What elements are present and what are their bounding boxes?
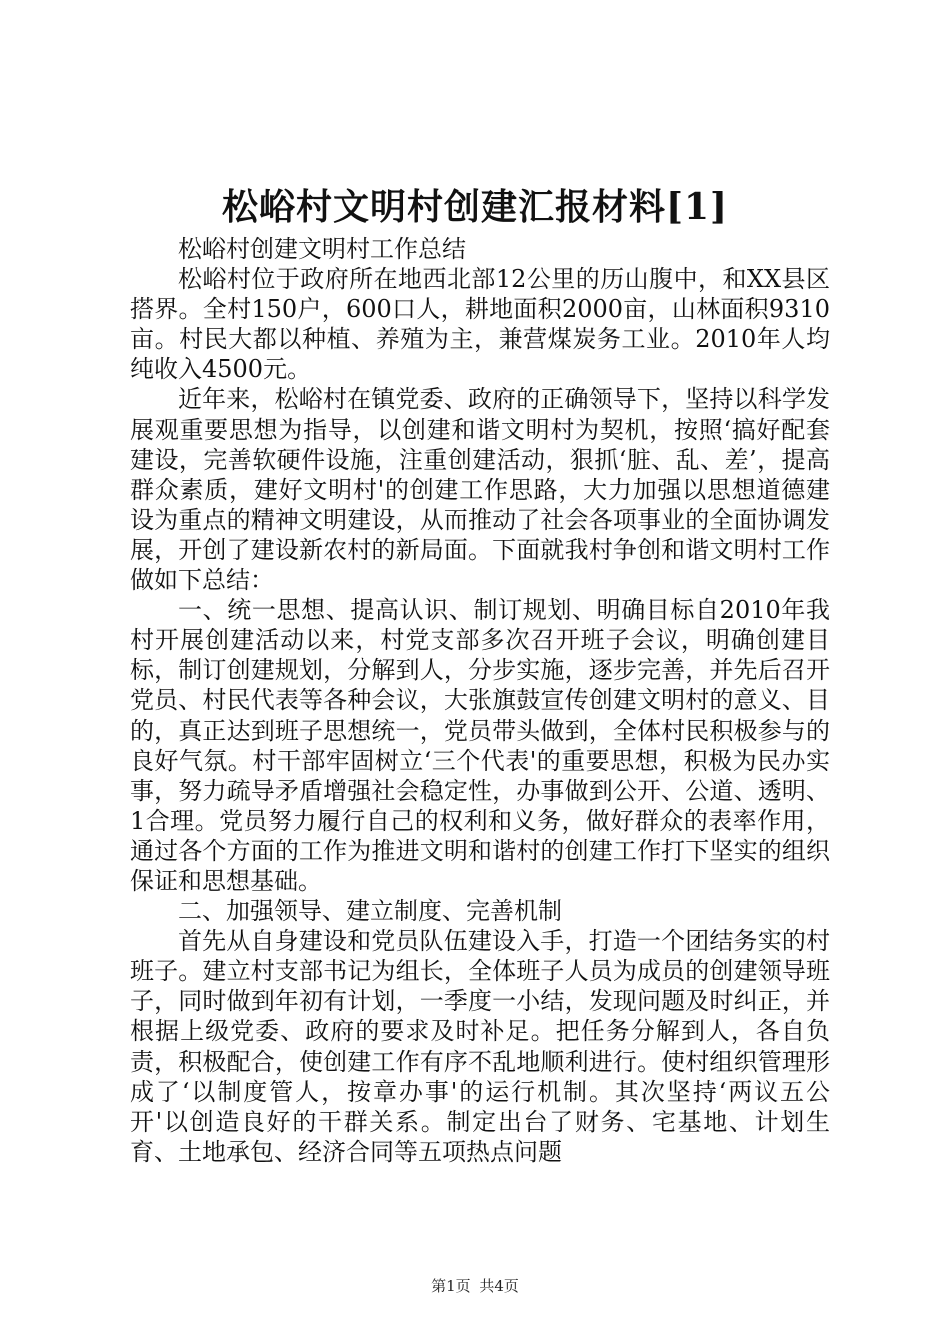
section-subtitle: 松峪村创建文明村工作总结: [178, 235, 466, 263]
document-body: [130, 234, 830, 1167]
page-number: 第1页: [431, 1277, 471, 1295]
paragraph-section-two: 首先从自身建设和党员队伍建设入手，打造一个团结务实的村班子。建立村支部书记为组长，全体班子人员为成员的创建领导班子，同时做到年初有计划，一季度一小结，发现问题及时纠正，并根据上级党委、政府的要求及时补足。把任务分解到人，各自负责，积极配合，使创建工作有序不乱地顺利进行。使村组织管理形成了‘以制度管人，按章办事'的运行机制。其次坚持‘两议五公开'以创造良好的干群关系。制定出台了财务、宅基地、计划生育、土地承包、经济合同等五项热点问题: [130, 927, 830, 1166]
section-heading-two: 二、加强领导、建立制度、完善机制: [178, 897, 562, 926]
page-footer: [0, 1276, 950, 1296]
paragraph-intro: 松峪村位于政府所在地西北部12公里的历山腹中，和XX县区搭界。全村150户，600口人，耕地面积2000亩，山林面积9310亩。村民大都以种植、养殖为主，兼营煤炭务工业。2010年人均纯收入4500元。: [130, 265, 830, 384]
paragraph-section-one: 一、统一思想、提高认识、制订规划、明确目标自2010年我村开展创建活动以来，村党支部多次召开班子会议，明确创建目标，制订创建规划，分解到人，分步实施，逐步完善，并先后召开党员、村民代表等各种会议，大张旗鼓宣传创建文明村的意义、目的，真正达到班子思想统一，党员带头做到，全体村民积极参与的良好气氛。村干部牢固树立‘三个代表'的重要思想，积极为民办实事，努力疏导矛盾增强社会稳定性，办事做到公开、公道、透明、1合理。党员努力履行自己的权利和义务，做好群众的表率作用，通过各个方面的工作为推进文明和谐村的创建工作打下坚实的组织保证和思想基础。: [130, 596, 830, 895]
page-total: 共4页: [479, 1277, 519, 1295]
document-title: 松峪村文明村创建汇报材料[1]: [221, 186, 729, 228]
paragraph-overview: 近年来，松峪村在镇党委、政府的正确领导下，坚持以科学发展观重要思想为指导，以创建和谐文明村为契机，按照‘搞好配套建设，完善软硬件设施，注重创建活动，狠抓‘脏、乱、差’，提高群众素质，建好文明村'的创建工作思路，大力加强以思想道德建设为重点的精神文明建设，从而推动了社会各项事业的全面协调发展，开创了建设新农村的新局面。下面就我村争创和谐文明村工作做如下总结：: [130, 385, 830, 595]
